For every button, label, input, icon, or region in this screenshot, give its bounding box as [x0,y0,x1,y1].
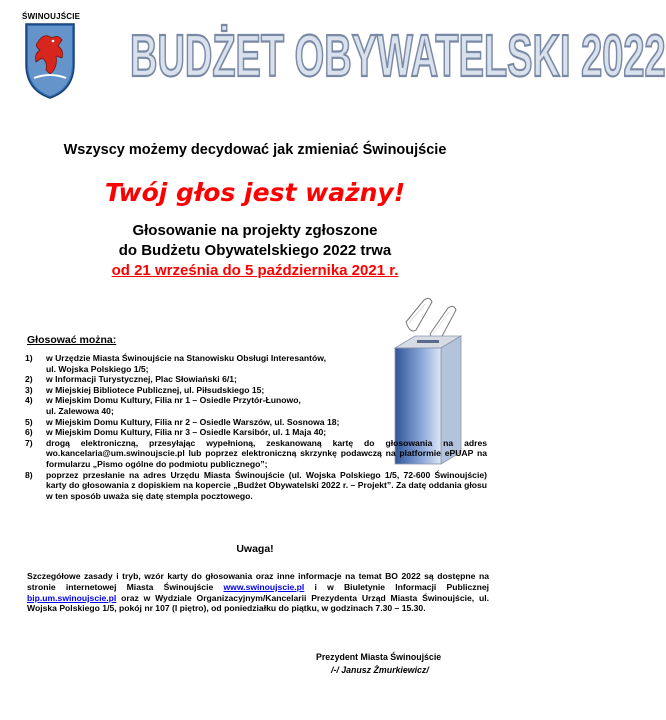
banner-title: BUDŻET OBYWATELSKI 2022 [130,25,666,91]
signature-title: Prezydent Miasta Świnoujście [316,652,442,662]
important-slogan: Twój głos jest ważny! [104,178,406,207]
list-item-number: 3) [25,384,33,395]
list-item-number: 5) [25,416,33,427]
list-item [25,353,487,374]
notice-text-part-2: i w Biuletynie Informacji Publicznej [304,581,489,592]
list-item-number: 4) [25,395,33,406]
list-item-text: w Miejskim Domu Kultury, Filia nr 3 – Osiedle Karsibór, ul. 1 Maja 40; [46,427,327,438]
vote-announcement-line-1: Głosowanie na projekty zgłoszone [132,222,378,239]
city-crest-logo [22,12,81,100]
list-item-text: w Urzędzie Miasta Świnoujście na Stanowisku Obsługi Interesantów, [46,353,326,363]
voting-places-list [25,353,487,501]
list-item [25,374,487,385]
list-item-text: w Miejskim Domu Kultury, Filia nr 2 – Osiedle Warszów, ul. Sosnowa 18; [46,416,340,427]
list-item-number: 8) [25,469,33,480]
vote-dates-text: od 21 września do 5 października 2021 r. [111,262,399,279]
bip-link[interactable]: bip.um.swinoujscie.pl [27,592,117,603]
list-item-text-continued: ul. Zalewowa 40; [46,405,114,416]
notice-paragraph [27,571,489,614]
notice-heading: Uwaga! [236,543,274,555]
vote-dates [0,262,510,279]
list-item [25,438,487,470]
list-item-text: w Informacji Turystycznej, Plac Słowiański 6/1; [46,374,237,385]
list-item-number: 1) [25,353,33,363]
list-item-text: w Miejskiej Bibliotece Publicznej, ul. Piłsudskiego 15; [46,384,265,395]
signature-name: /-/ Janusz Żmurkiewicz/ [331,665,429,675]
list-item [25,385,487,396]
crest-label: ŚWINOUJŚCIE [22,12,81,21]
list-item [25,417,487,428]
notice-text-part-3: oraz w Wydziale Organizacyjnym/Kancelarii Prezydenta Urząd Miasta Świnoujście, ul. Wojska Polskiego 1/5, pokój nr 107 (I piętro), od poniedziałku do piątku, w godzinach 7.30 – 15.30. [27,592,489,614]
list-item [25,427,487,438]
list-item-number: 6) [25,427,33,438]
notice-text-part-1: Szczegółowe zasady i tryb, wzór karty do głosowania oraz inne informacje na temat BO 2022 są dostępne na stronie internetowej Miasta Świnoujście [27,571,489,592]
subtitle: Wszyscy możemy decydować jak zmieniać Świnoujście [63,142,447,158]
list-item-text-continued: ul. Wojska Polskiego 1/5; [46,363,149,374]
website-link[interactable]: www.swinoujscie.pl [223,581,305,592]
list-item-text: w Miejskim Domu Kultury, Filia nr 1 – Osiedle Przytór-Łunowo, [46,395,301,406]
vote-announcement-line-2: do Budżetu Obywatelskiego 2022 trwa [118,242,392,259]
howto-heading: Głosować można: [27,334,117,346]
list-item-text: poprzez przesłanie na adres Urzędu Miasta Świnoujście (ul. Wojska Polskiego 1/5, 72-600 Świnoujście) karty do głosowania z dopiskiem na kopercie „Budżet Obywatelski 2022 r. – Projekt”. Za datę oddania głosu w ten sposób uważa się datę stempla pocztowego. [46,469,487,501]
list-item-text: drogą elektroniczną, przesyłając wypełnioną, zeskanowaną kartę do głosowania na adres wo.kancelaria@um.swinoujscie.pl lub poprzez elektroniczną skrzynkę podawczą na platformie ePUAP na formularzu „Pismo ogólne do podmiotu publicznego”; [46,437,487,469]
list-item-number: 7) [25,437,33,448]
list-item [25,470,487,502]
list-item-number: 2) [25,374,33,385]
list-item [25,395,487,416]
